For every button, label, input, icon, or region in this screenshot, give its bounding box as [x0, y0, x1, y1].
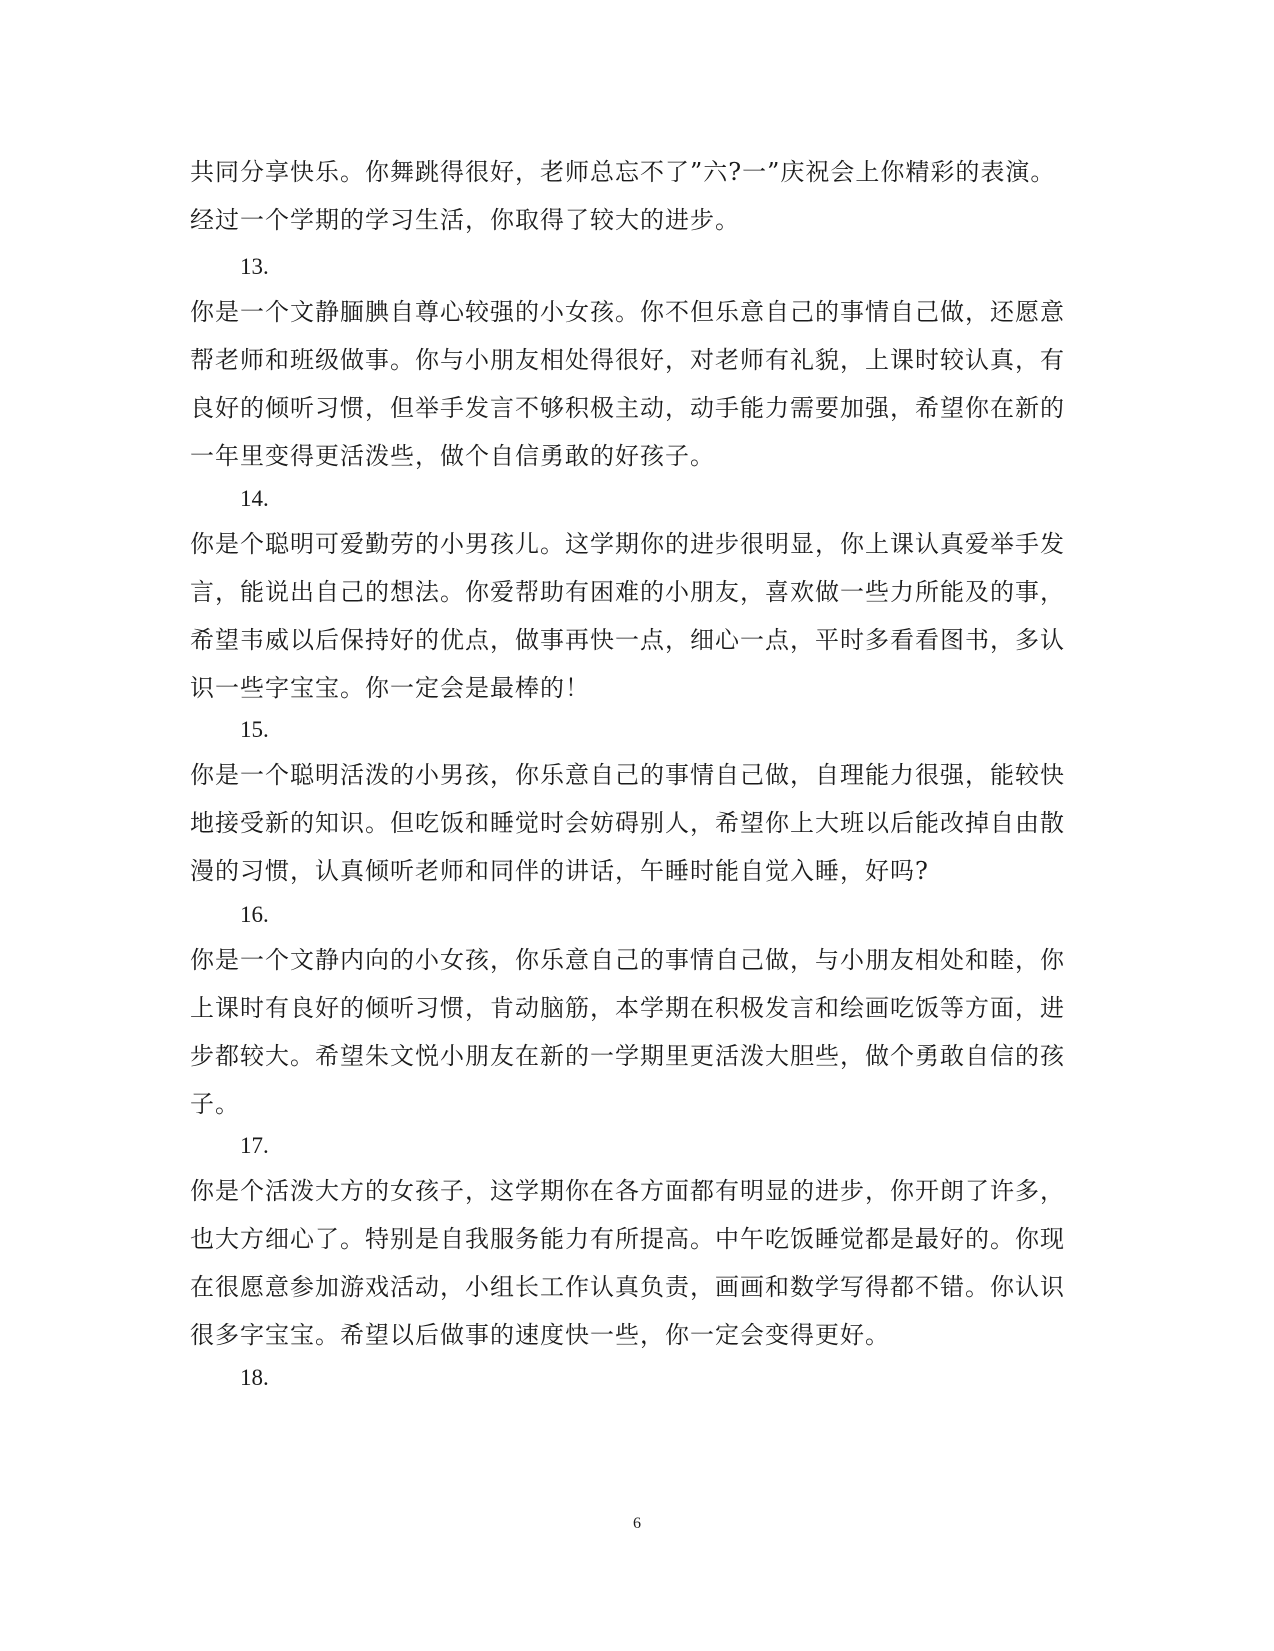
text-line: 你是个聪明可爱勤劳的小男孩儿。这学期你的进步很明显，你上课认真爱举手发: [190, 530, 1065, 558]
text-line: 很多字宝宝。希望以后做事的速度快一些，你一定会变得更好。: [190, 1321, 890, 1349]
text-line: 共同分享快乐。你舞跳得很好，老师总忘不了”六?一”庆祝会上你精彩的表演。: [190, 158, 1056, 186]
paragraph-12-tail: [190, 148, 1070, 244]
text-line: 你是一个文静腼腆自尊心较强的小女孩。你不但乐意自己的事情自己做，还愿意: [190, 298, 1065, 326]
page-number: 6: [633, 1515, 641, 1532]
entry-number: 14.: [240, 486, 269, 511]
entry-paragraph: [190, 936, 1070, 1128]
entry-number: 16.: [240, 902, 269, 927]
entry-paragraph: [190, 751, 1070, 895]
entry-number: 13.: [240, 254, 269, 279]
text-line: 子。: [190, 1090, 240, 1118]
text-line: 一年里变得更活泼些，做个自信勇敢的好孩子。: [190, 442, 715, 470]
entry-paragraph: [190, 288, 1070, 480]
text-line: 步都较大。希望朱文悦小朋友在新的一学期里更活泼大胆些，做个勇敢自信的孩: [190, 1042, 1065, 1070]
text-line: 你是个活泼大方的女孩子，这学期你在各方面都有明显的进步，你开朗了许多，: [190, 1177, 1065, 1205]
entry-number: 18.: [240, 1365, 269, 1390]
text-line: 在很愿意参加游戏活动，小组长工作认真负责，画画和数学写得都不错。你认识: [190, 1273, 1065, 1301]
text-line: 希望韦威以后保持好的优点，做事再快一点，细心一点，平时多看看图书，多认: [190, 626, 1065, 654]
text-line: 你是一个文静内向的小女孩，你乐意自己的事情自己做，与小朋友相处和睦，你: [190, 946, 1065, 974]
entry-number: 17.: [240, 1133, 269, 1158]
text-line: 漫的习惯，认真倾听老师和同伴的讲话，午睡时能自觉入睡，好吗?: [190, 857, 929, 885]
text-line: 良好的倾听习惯，但举手发言不够积极主动，动手能力需要加强，希望你在新的: [190, 394, 1065, 422]
text-line: 经过一个学期的学习生活，你取得了较大的进步。: [190, 206, 740, 234]
text-line: 言，能说出自己的想法。你爱帮助有困难的小朋友，喜欢做一些力所能及的事，: [190, 578, 1065, 606]
entry-number: 15.: [240, 717, 269, 742]
text-line: 上课时有良好的倾听习惯，肯动脑筋，本学期在积极发言和绘画吃饭等方面，进: [190, 994, 1065, 1022]
text-line: 地接受新的知识。但吃饭和睡觉时会妨碍别人，希望你上大班以后能改掉自由散: [190, 809, 1065, 837]
entry-paragraph: [190, 1167, 1070, 1359]
text-line: 也大方细心了。特别是自我服务能力有所提高。中午吃饭睡觉都是最好的。你现: [190, 1225, 1065, 1253]
entry-paragraph: [190, 520, 1070, 712]
text-line: 帮老师和班级做事。你与小朋友相处得很好，对老师有礼貌，上课时较认真，有: [190, 346, 1065, 374]
text-line: 识一些字宝宝。你一定会是最棒的！: [190, 674, 590, 702]
text-line: 你是一个聪明活泼的小男孩，你乐意自己的事情自己做，自理能力很强，能较快: [190, 761, 1065, 789]
